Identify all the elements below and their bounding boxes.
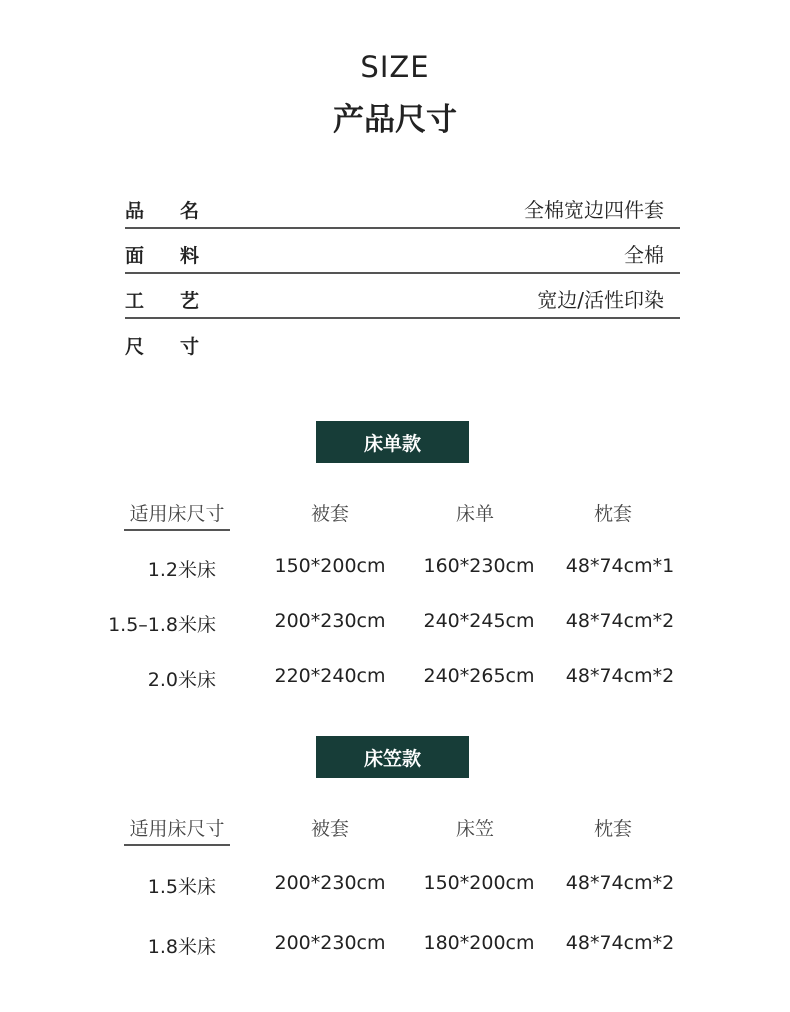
table-cell: 240*245cm xyxy=(423,610,535,632)
column-header-fitted-sheet: 床笠 xyxy=(455,818,495,840)
divider xyxy=(125,317,680,319)
column-header-pillowcase: 枕套 xyxy=(593,503,633,525)
spec-row-size xyxy=(125,320,680,365)
table-cell: 150*200cm xyxy=(274,555,386,577)
spec-row-craft xyxy=(125,274,680,319)
table-row-label: 1.5–1.8米床 xyxy=(108,614,216,636)
table-cell: 48*74cm*2 xyxy=(565,932,675,954)
table-cell: 48*74cm*2 xyxy=(565,610,675,632)
column-header-pillowcase: 枕套 xyxy=(593,818,633,840)
table-cell: 48*74cm*2 xyxy=(565,665,675,687)
header-underline xyxy=(124,844,230,846)
column-header-bed-size: 适用床尺寸 xyxy=(129,818,225,840)
spec-label: 工艺 xyxy=(125,290,236,312)
column-header-bed-size: 适用床尺寸 xyxy=(129,503,225,525)
table-cell: 200*230cm xyxy=(274,932,386,954)
spec-label: 尺寸 xyxy=(125,336,236,358)
column-header-duvet-cover: 被套 xyxy=(310,818,350,840)
spec-row-fabric xyxy=(125,229,680,274)
table-cell: 48*74cm*1 xyxy=(565,555,675,577)
spec-row-product-name xyxy=(125,184,680,229)
table-cell: 200*230cm xyxy=(274,872,386,894)
spec-value: 全棉宽边四件套 xyxy=(524,198,664,222)
spec-label: 面料 xyxy=(125,245,236,267)
spec-label: 品名 xyxy=(125,200,236,222)
column-header-duvet-cover: 被套 xyxy=(310,503,350,525)
section-badge-flat-sheet: 床单款 xyxy=(316,421,469,463)
table-row-label: 1.2米床 xyxy=(147,559,216,581)
table-cell: 48*74cm*2 xyxy=(565,872,675,894)
section-badge-fitted-sheet: 床笠款 xyxy=(316,736,469,778)
table-cell: 180*200cm xyxy=(423,932,535,954)
table-cell: 220*240cm xyxy=(274,665,386,687)
title-chinese: 产品尺寸 xyxy=(333,102,457,138)
table-cell: 150*200cm xyxy=(423,872,535,894)
column-header-flat-sheet: 床单 xyxy=(455,503,495,525)
title-english: SIZE xyxy=(360,50,430,84)
header-underline xyxy=(124,529,230,531)
table-row-label: 2.0米床 xyxy=(147,669,216,691)
table-row-label: 1.5米床 xyxy=(147,876,216,898)
table-cell: 240*265cm xyxy=(423,665,535,687)
spec-value: 宽边/活性印染 xyxy=(537,288,664,312)
spec-value: 全棉 xyxy=(624,243,664,267)
table-cell: 160*230cm xyxy=(423,555,535,577)
table-cell: 200*230cm xyxy=(274,610,386,632)
table-row-label: 1.8米床 xyxy=(147,936,216,958)
